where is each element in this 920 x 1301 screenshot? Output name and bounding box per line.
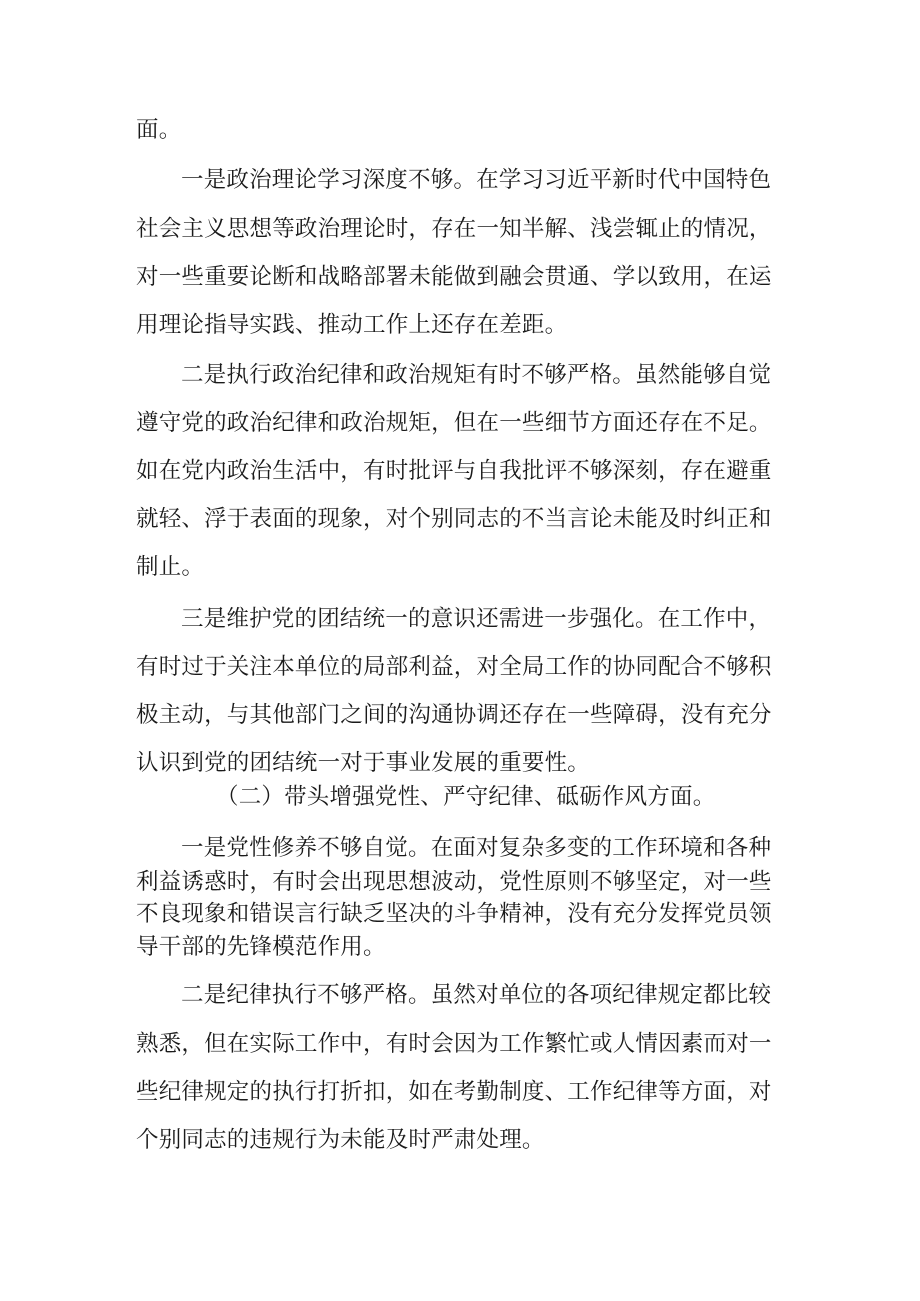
paragraph-line: 三是维护党的团结统一的意识还需进一步强化。在工作中， [181, 606, 772, 632]
paragraph-line: 遵守党的政治纪律和政治规矩，但在一些细节方面还存在不足。 [136, 410, 772, 436]
paragraph-line: 极主动，与其他部门之间的沟通协调还存在一些障碍，没有充分 [136, 702, 772, 728]
paragraph-line: 社会主义思想等政治理论时，存在一知半解、浅尝辄止的情况， [136, 216, 772, 242]
paragraph-line: 不良现象和错误言行缺乏坚决的斗争精神，没有充分发挥党员领 [136, 901, 772, 927]
paragraph-line: 一是党性修养不够自觉。在面对复杂多变的工作环境和各种 [181, 835, 772, 861]
section-heading: （二）带头增强党性、严守纪律、砥砺作风方面。 [216, 784, 716, 810]
paragraph-line: 对一些重要论断和战略部署未能做到融会贯通、学以致用，在运 [136, 264, 772, 290]
paragraph-line: 面。 [136, 117, 182, 143]
paragraph-line: 些纪律规定的执行打折扣，如在考勤制度、工作纪律等方面，对 [136, 1079, 772, 1105]
paragraph-line: 熟悉，但在实际工作中，有时会因为工作繁忙或人情因素而对一 [136, 1031, 772, 1057]
paragraph-line: 一是政治理论学习深度不够。在学习习近平新时代中国特色 [181, 167, 772, 193]
paragraph-line: 有时过于关注本单位的局部利益，对全局工作的协同配合不够积 [136, 654, 772, 680]
paragraph-line: 就轻、浮于表面的现象，对个别同志的不当言论未能及时纠正和 [136, 506, 772, 532]
paragraph-line: 个别同志的违规行为未能及时严肃处理。 [136, 1127, 545, 1153]
paragraph-line: 认识到党的团结统一对于事业发展的重要性。 [136, 750, 591, 776]
paragraph-line: 用理论指导实践、推动工作上还存在差距。 [136, 312, 568, 338]
paragraph-line: 如在党内政治生活中，有时批评与自我批评不够深刻，存在避重 [136, 458, 772, 484]
paragraph-line: 二是执行政治纪律和政治规矩有时不够严格。虽然能够自觉 [181, 362, 772, 388]
paragraph-line: 制止。 [136, 554, 205, 580]
paragraph-line: 导干部的先锋模范作用。 [136, 934, 386, 960]
paragraph-line: 二是纪律执行不够严格。虽然对单位的各项纪律规定都比较 [181, 982, 772, 1008]
paragraph-line: 利益诱惑时，有时会出现思想波动，党性原则不够坚定，对一些 [136, 869, 772, 895]
